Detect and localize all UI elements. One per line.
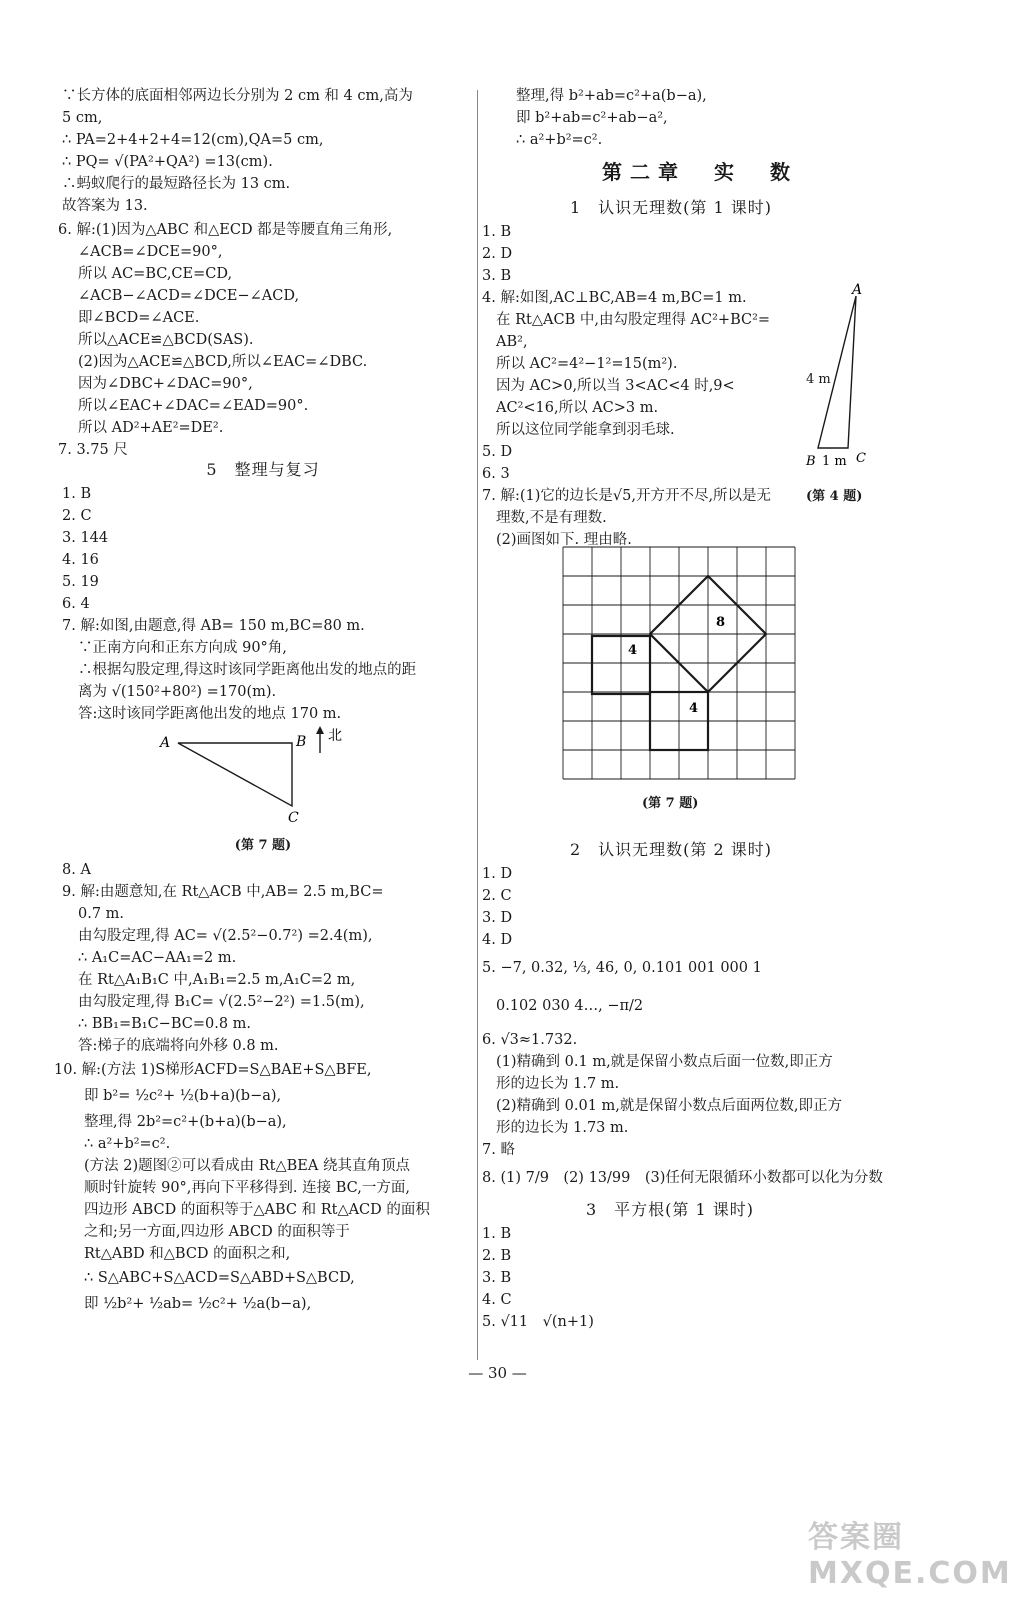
text-line: 5 cm, <box>62 110 103 126</box>
answer-8: 8. (1) 7/9 (2) 13/99 (3)任何无限循环小数都可以化为分数 <box>482 1170 883 1186</box>
text-line: ∵长方体的底面相邻两边长分别为 2 cm 和 4 cm,高为 <box>62 88 413 104</box>
label-4: 4 <box>628 643 638 658</box>
text-line: AB², <box>496 334 528 350</box>
text-line: ∴ S△ABC+S△ACD=S△ABD+S△BCD, <box>84 1270 355 1286</box>
text-line: 整理,得 2b²=c²+(b+a)(b−a), <box>84 1114 287 1130</box>
label-c: C <box>856 451 866 466</box>
text-line: (2)精确到 0.01 m,就是保留小数点后面两位数,即正方 <box>496 1098 843 1114</box>
answer-3: 3. D <box>482 910 513 926</box>
north-arrow-icon <box>316 726 324 734</box>
text-line: AC²<16,所以 AC>3 m. <box>496 400 659 416</box>
answer-9: 9. 解:由题意知,在 Rt△ACB 中,AB= 2.5 m,BC= <box>62 884 384 900</box>
text-line: 0.7 m. <box>78 906 125 922</box>
text-line: ∴根据勾股定理,得这时该同学距离他出发的地点的距 <box>78 662 417 678</box>
text-line: 即 b²= ½c²+ ½(b+a)(b−a), <box>84 1088 282 1104</box>
answer-2: 2. B <box>482 1248 512 1264</box>
answer-5: 5. −7, 0.32, ⅓, 46, 0, 0.101 001 000 1 <box>482 960 762 976</box>
text-line: 即 b²+ab=c²+ab−a², <box>516 110 668 126</box>
answer-4: 4. 16 <box>62 552 99 568</box>
question-7: 7. 3.75 尺 <box>58 442 128 458</box>
text-line: (2)因为△ACE≌△BCD,所以∠EAC=∠DBC. <box>78 354 368 370</box>
answer-5: 5. D <box>482 444 513 460</box>
text-line: 由勾股定理,得 AC= √(2.5²−0.7²) =2.4(m), <box>78 928 373 944</box>
answer-4: 4. D <box>482 932 513 948</box>
label-b: B <box>296 734 307 750</box>
text-line: ∠ACB=∠DCE=90°, <box>78 244 223 260</box>
text-line: 所以 AC=BC,CE=CD, <box>78 266 233 282</box>
section-title-2: 2 认识无理数(第 2 课时) <box>570 840 773 859</box>
label-4m: 4 m <box>806 372 831 387</box>
section-title-1: 1 认识无理数(第 1 课时) <box>570 198 773 217</box>
text-line: 形的边长为 1.7 m. <box>496 1076 620 1092</box>
answer-2: 2. C <box>482 888 512 904</box>
figure-4-caption: (第 4 题) <box>806 489 863 504</box>
text-line: 所以∠EAC+∠DAC=∠EAD=90°. <box>78 398 309 414</box>
section-title-3: 3 平方根(第 1 课时) <box>586 1200 755 1219</box>
text-line: 所以△ACE≌△BCD(SAS). <box>78 332 254 348</box>
label-8: 8 <box>716 615 726 630</box>
label-b: B <box>806 454 816 469</box>
text-line: 在 Rt△A₁B₁C 中,A₁B₁=2.5 m,A₁C=2 m, <box>78 972 356 988</box>
answer-2: 2. D <box>482 246 513 262</box>
text-line: ∵正南方向和正东方向成 90°角, <box>78 640 287 656</box>
question-6: 6. 解:(1)因为△ABC 和△ECD 都是等腰直角三角形, <box>58 222 393 238</box>
text-line: 因为 AC>0,所以当 3<AC<4 时,9< <box>496 378 735 394</box>
answer-8: 8. A <box>62 862 91 878</box>
column-divider <box>477 90 478 1360</box>
text-line: 所以 AC²=4²−1²=15(m²). <box>496 356 678 372</box>
text-line: 所以这位同学能拿到羽毛球. <box>496 422 675 438</box>
answer-1: 1. B <box>62 486 92 502</box>
text-line: 即 ½b²+ ½ab= ½c²+ ½a(b−a), <box>84 1296 312 1312</box>
label-c: C <box>288 810 299 826</box>
text-line: 四边形 ABCD 的面积等于△ABC 和 Rt△ACD 的面积 <box>84 1202 430 1218</box>
text-line: 答:梯子的底端将向外移 0.8 m. <box>78 1038 279 1054</box>
text-line: 在 Rt△ACB 中,由勾股定理得 AC²+BC²= <box>496 312 771 328</box>
answer-5: 5. 19 <box>62 574 99 590</box>
answer-2: 2. C <box>62 508 92 524</box>
label-4: 4 <box>689 701 699 716</box>
text-line: 因为∠DBC+∠DAC=90°, <box>78 376 253 392</box>
label-a: A <box>852 282 863 298</box>
figure-7-caption: (第 7 题) <box>642 796 699 811</box>
answer-7: 7. 解:如图,由题意,得 AB= 150 m,BC=80 m. <box>62 618 365 634</box>
text-line: ∴ a²+b²=c². <box>84 1136 171 1152</box>
answer-3: 3. 144 <box>62 530 109 546</box>
text-line: 由勾股定理,得 B₁C= √(2.5²−2²) =1.5(m), <box>78 994 365 1010</box>
text-line: ∴ BB₁=B₁C−BC=0.8 m. <box>78 1016 252 1032</box>
text-line: ∠ACB−∠ACD=∠DCE−∠ACD, <box>78 288 300 304</box>
answer-7: 7. 略 <box>482 1142 515 1158</box>
text-line: 答:这时该同学距离他出发的地点 170 m. <box>78 706 342 722</box>
section-title-5: 5 整理与复习 <box>206 460 320 479</box>
answer-6: 6. 3 <box>482 466 510 482</box>
answer-6: 6. 4 <box>62 596 90 612</box>
answer-5: 5. √11 √(n+1) <box>482 1314 594 1330</box>
figure-7-caption: (第 7 题) <box>234 838 292 853</box>
text-line: 整理,得 b²+ab=c²+a(b−a), <box>516 88 707 104</box>
answer-1: 1. B <box>482 224 512 240</box>
text-line: ∴蚂蚁爬行的最短路径长为 13 cm. <box>62 176 291 192</box>
text-line: (1)精确到 0.1 m,就是保留小数点后面一位数,即正方 <box>496 1054 833 1070</box>
text-line: ∴ PQ= √(PA²+QA²) =13(cm). <box>62 154 273 170</box>
answer-1: 1. D <box>482 866 513 882</box>
text-line: (方法 2)题图②可以看成由 Rt△BEA 绕其直角顶点 <box>84 1158 410 1174</box>
chapter-title: 第二章 实 数 <box>602 160 798 184</box>
text-line: 理数,不是有理数. <box>496 510 607 526</box>
text-line: 0.102 030 4…, −π/2 <box>496 998 644 1014</box>
answer-6: 6. √3≈1.732. <box>482 1032 578 1048</box>
text-line: ∴ a²+b²=c². <box>516 132 603 148</box>
answer-7: 7. 解:(1)它的边长是√5,开方开不尽,所以是无 <box>482 488 772 504</box>
answer-10: 10. 解:(方法 1)S梯形ACFD=S△BAE+S△BFE, <box>54 1062 372 1078</box>
text-line: 即∠BCD=∠ACE. <box>78 310 200 326</box>
text-line: 之和;另一方面,四边形 ABCD 的面积等于 <box>84 1224 350 1240</box>
answer-3: 3. B <box>482 1270 512 1286</box>
watermark-logo: 答案圈 MXQE.COM <box>808 1520 1012 1591</box>
answer-3: 3. B <box>482 268 512 284</box>
answer-4: 4. C <box>482 1292 512 1308</box>
text-line: 故答案为 13. <box>62 198 148 214</box>
text-line: 所以 AD²+AE²=DE². <box>78 420 224 436</box>
figure-7-grid <box>562 546 800 784</box>
text-line: ∴ A₁C=AC−AA₁=2 m. <box>78 950 237 966</box>
text-line: 离为 √(150²+80²) =170(m). <box>78 684 277 700</box>
text-line: Rt△ABD 和△BCD 的面积之和, <box>84 1246 291 1262</box>
text-line: ∴ PA=2+4+2+4=12(cm),QA=5 cm, <box>62 132 324 148</box>
triangle-abc <box>178 743 292 806</box>
label-1m: 1 m <box>822 454 847 469</box>
figure-7-triangle <box>158 726 358 826</box>
answer-4: 4. 解:如图,AC⊥BC,AB=4 m,BC=1 m. <box>482 290 747 306</box>
text-line: (2)画图如下. 理由略. <box>496 532 632 548</box>
label-a: A <box>160 735 171 751</box>
answer-1: 1. B <box>482 1226 512 1242</box>
text-line: 顺时针旋转 90°,再向下平移得到. 连接 BC,一方面, <box>84 1180 410 1196</box>
text-line: 形的边长为 1.73 m. <box>496 1120 629 1136</box>
label-north: 北 <box>328 728 342 744</box>
page-number: — 30 — <box>468 1364 527 1382</box>
